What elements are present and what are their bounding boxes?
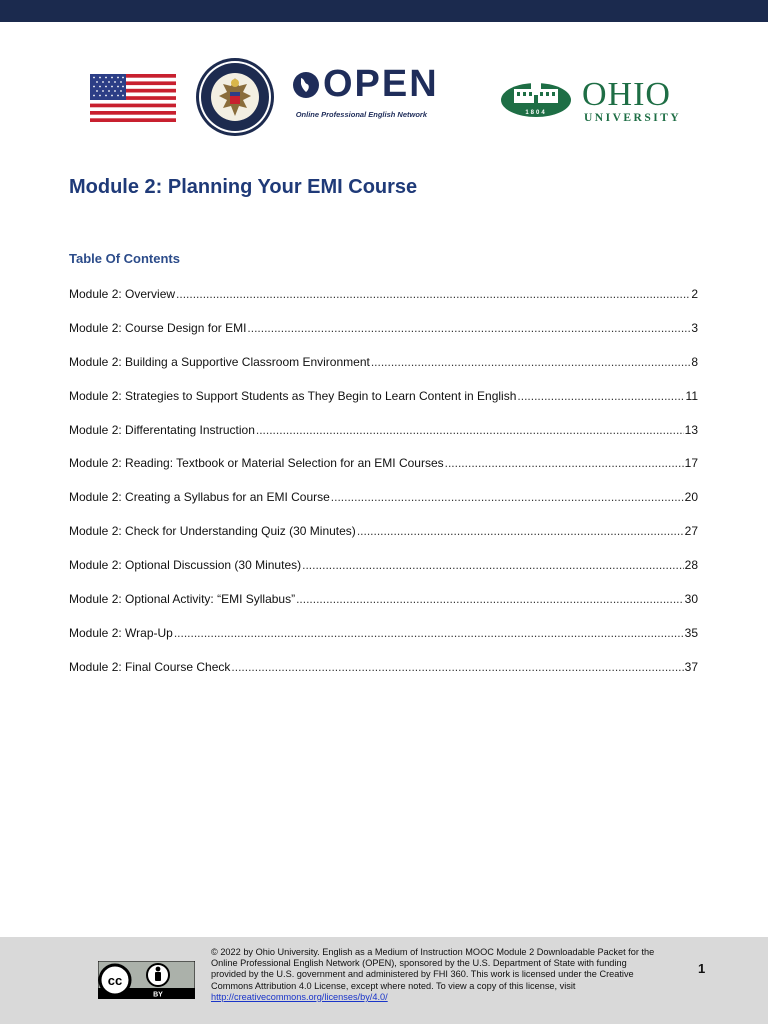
logo-row [0, 56, 768, 146]
table-of-contents [69, 285, 698, 692]
toc-page-number[interactable]: 2 [691, 287, 698, 301]
toc-entry[interactable] [69, 353, 698, 387]
toc-dot-leader [231, 658, 683, 676]
ohio-wordmark: OHIO [582, 76, 671, 113]
cc-by-label: BY [153, 991, 163, 999]
toc-dot-leader [176, 285, 690, 303]
toc-page-number[interactable]: 28 [684, 558, 698, 573]
toc-entry-title[interactable]: Module 2: Overview [69, 287, 176, 301]
open-tagline: Online Professional English Network [295, 110, 427, 119]
toc-entry[interactable] [69, 387, 698, 421]
page-number: 1 [698, 961, 706, 976]
toc-entry[interactable] [69, 556, 698, 590]
toc-entry-title[interactable]: Module 2: Check for Understanding Quiz (30 Minutes) [69, 524, 356, 539]
toc-dot-leader [357, 522, 684, 540]
toc-dot-leader [331, 488, 684, 506]
toc-page-number[interactable]: 13 [684, 422, 698, 437]
toc-dot-leader [247, 319, 690, 337]
toc-page-number[interactable]: 30 [684, 592, 698, 607]
toc-entry[interactable] [69, 454, 698, 488]
toc-entry-title[interactable]: Module 2: Optional Activity: “EMI Syllabus” [69, 592, 296, 607]
toc-entry-title[interactable]: Module 2: Wrap-Up [69, 625, 173, 640]
ohio-university-wordmark: UNIVERSITY [584, 112, 682, 124]
toc-page-number[interactable]: 8 [691, 354, 698, 369]
toc-dot-leader [256, 421, 684, 439]
svg-text:cc: cc [107, 973, 123, 988]
toc-page-number[interactable]: 11 [685, 388, 698, 403]
open-globe-icon [292, 70, 320, 100]
license-text: © 2022 by Ohio University. English as a Medium of Instruction MOOC Module 2 Downloadable Packet for the Online Professional English Network (OPEN), sponsored by the U.S. Department of State with funding provided by the U.S. government and administered by FHI 360. This work is licensed under the Creative Commons Attribution 4.0 License, except where noted. To view a copy of this license, visit [211, 947, 655, 991]
toc-entry-title[interactable]: Module 2: Reading: Textbook or Material Selection for an EMI Courses [69, 456, 444, 471]
toc-entry[interactable] [69, 590, 698, 624]
license-link[interactable]: http://creativecommons.org/licenses/by/4.0/ [211, 991, 388, 1002]
toc-page-number[interactable]: 17 [684, 456, 698, 471]
open-logo [292, 63, 439, 124]
toc-entry-title[interactable]: Module 2: Optional Discussion (30 Minutes) [69, 558, 302, 573]
top-header-bar [0, 0, 768, 22]
toc-heading: Table Of Contents [69, 251, 180, 266]
toc-dot-leader [302, 556, 684, 574]
toc-entry[interactable] [69, 624, 698, 658]
open-wordmark: OPEN [323, 63, 439, 105]
toc-dot-leader [296, 590, 684, 608]
toc-entry-title[interactable]: Module 2: Final Course Check [69, 659, 231, 674]
toc-dot-leader [517, 387, 684, 405]
creative-commons-by-icon [98, 961, 195, 999]
toc-entry[interactable] [69, 658, 698, 692]
toc-dot-leader [174, 624, 684, 642]
ohio-year: 1804 [525, 110, 547, 116]
page-footer [0, 937, 768, 1024]
toc-entry[interactable] [69, 319, 698, 353]
ohio-university-logo [500, 72, 690, 128]
toc-entry-title[interactable]: Module 2: Creating a Syllabus for an EMI Course [69, 490, 330, 505]
toc-entry-title[interactable]: Module 2: Course Design for EMI [69, 320, 247, 335]
ohio-building-seal-icon [500, 72, 572, 122]
page-title: Module 2: Planning Your EMI Course [69, 176, 418, 198]
toc-dot-leader [371, 353, 690, 371]
toc-page-number[interactable]: 37 [684, 659, 698, 674]
us-flag-icon [90, 74, 176, 122]
toc-entry[interactable] [69, 285, 698, 319]
toc-entry-title[interactable]: Module 2: Differentating Instruction [69, 422, 255, 437]
license-notice [211, 947, 661, 1003]
toc-page-number[interactable]: 20 [684, 490, 698, 505]
toc-page-number[interactable]: 3 [691, 320, 698, 335]
toc-entry[interactable] [69, 421, 698, 455]
toc-dot-leader [445, 454, 684, 472]
toc-entry[interactable] [69, 522, 698, 556]
toc-entry[interactable] [69, 488, 698, 522]
department-of-state-seal-icon [195, 56, 275, 138]
toc-page-number[interactable]: 27 [684, 524, 698, 539]
toc-page-number[interactable]: 35 [684, 625, 698, 640]
toc-entry-title[interactable]: Module 2: Strategies to Support Students as They Begin to Learn Content in English [69, 388, 517, 403]
toc-entry-title[interactable]: Module 2: Building a Supportive Classroom Environment [69, 354, 370, 369]
